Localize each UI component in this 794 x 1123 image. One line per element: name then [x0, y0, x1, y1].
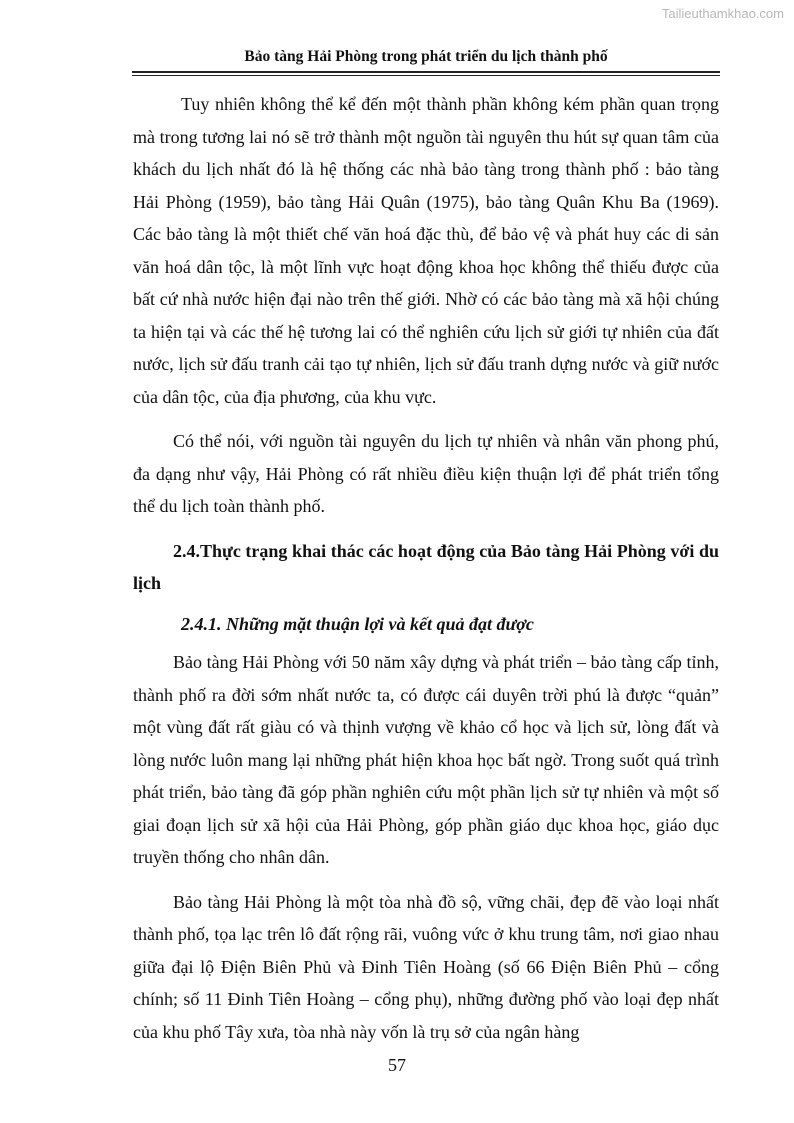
paragraph-museums-intro: Tuy nhiên không thể kể đến một thành phần không kém phần quan trọng mà trong tương lai nó sẽ trở thành một nguồn tài nguyên thu hút sự quan tâm của khách du lịch nhất đó là hệ thống các nhà bảo tàng trong thành phố : bảo tàng Hải Phòng (1959), bảo tàng Hải Quân (1975), bảo tàng Quân Khu Ba (1969). Các bảo tàng là một thiết chế văn hoá đặc thù, để bảo vệ và phát huy các di sản văn hoá dân tộc, là một lĩnh vực hoạt động khoa học không thể thiếu được của bất cứ nhà nước hiện đại nào trên thế giới. Nhờ có các bảo tàng mà xã hội chúng ta hiện tại và các thế hệ tương lai có thể nghiên cứu lịch sử giới tự nhiên của đất nước, lịch sử đấu tranh cải tạo tự nhiên, lịch sử đấu tranh dựng nước và giữ nước của dân tộc, của địa phương, của khu vực.	[133, 94, 719, 407]
watermark: Tailieuthamkhao.com	[661, 6, 784, 21]
page-content	[133, 88, 719, 1060]
paragraph-museum-history: Bảo tàng Hải Phòng với 50 năm xây dựng và phát triển – bảo tàng cấp tỉnh, thành phố ra đời sớm nhất nước ta, có được cái duyên trời phú là được “quản” một vùng đất rất giàu có và thịnh vượng về khảo cổ học và lịch sử, lòng đất và lòng nước luôn mang lại những phát hiện khoa học bất ngờ. Trong suốt quá trình phát triển, bảo tàng đã góp phần nghiên cứu một phần lịch sử tự nhiên và một số giai đoạn lịch sử xã hội của Hải Phòng, góp phần giáo dục khoa học, giáo dục truyền thống cho nhân dân.	[133, 652, 719, 867]
section-heading-2-4: 2.4.Thực trạng khai thác các hoạt động của Bảo tàng Hải Phòng với du lịch	[133, 540, 719, 593]
running-header: Bảo tàng Hải Phòng trong phát triển du lịch thành phố	[244, 48, 608, 65]
paragraph-museum-building: Bảo tàng Hải Phòng là một tòa nhà đồ sộ, vững chãi, đẹp đẽ vào loại nhất thành phố, tọa lạc trên lô đất rộng rãi, vuông vức ở khu trung tâm, nơi giao nhau giữa đại lộ Điện Biên Phủ và Đinh Tiên Hoàng (số 66 Điện Biên Phủ – cổng chính; số 11 Đinh Tiên Hoàng – cổng phụ), những đường phố vào loại đẹp nhất của khu phố Tây xưa, tòa nhà này vốn là trụ sở của ngân hàng	[133, 891, 719, 1042]
header-rule-thin	[132, 75, 720, 76]
header-rule-thick	[132, 71, 720, 73]
subsection-heading-2-4-1: 2.4.1. Những mặt thuận lợi và kết quả đạt được	[181, 613, 534, 634]
page-number: 57	[388, 1055, 406, 1075]
paragraph-tourism-potential: Có thể nói, với nguồn tài nguyên du lịch tự nhiên và nhân văn phong phú, đa dạng như vậy, Hải Phòng có rất nhiều điều kiện thuận lợi để phát triển tổng thể du lịch toàn thành phố.	[133, 431, 719, 516]
